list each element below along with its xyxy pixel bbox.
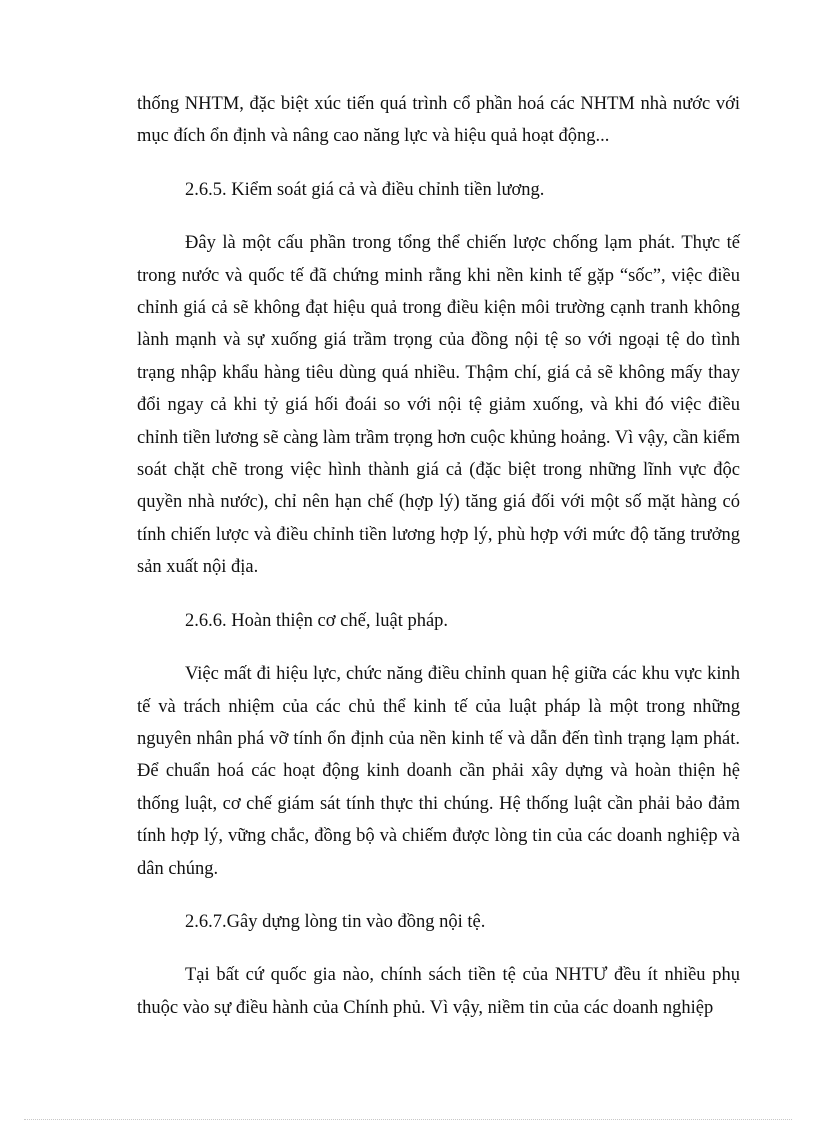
paragraph-currency-trust: Tại bất cứ quốc gia nào, chính sách tiền tệ của NHTƯ đều ít nhiều phụ thuộc vào sự điều hành của Chính phủ. Vì vậy, niềm tin của các doanh nghiệp — [137, 965, 740, 1018]
paragraph-continued: thống NHTM, đặc biệt xúc tiến quá trình cổ phần hoá các NHTM nhà nước với mục đích ổn định và nâng cao năng lực và hiệu quả hoạt động... — [137, 94, 740, 147]
section-heading-2-6-7: 2.6.7.Gây dựng lòng tin vào đồng nội tệ. — [185, 911, 486, 932]
section-heading-2-6-5: 2.6.5. Kiểm soát giá cả và điều chỉnh tiền lương. — [185, 179, 545, 200]
page-bottom-divider — [24, 1119, 792, 1120]
paragraph-price-control: Đây là một cấu phần trong tổng thể chiến lược chống lạm phát. Thực tế trong nước và quốc tế đã chứng minh rằng khi nền kinh tế gặp “sốc”, việc điều chỉnh giá cả sẽ không đạt hiệu quả trong điều kiện môi trường cạnh tranh không lành mạnh và sự xuống giá trầm trọng của đồng nội tệ so với ngoại tệ do tình trạng nhập khẩu hàng tiêu dùng quá nhiều. Thậm chí, giá cả sẽ không mấy thay đổi ngay cả khi tỷ giá hối đoái so với nội tệ giảm xuống, và khi đó việc điều chỉnh tiền lương sẽ càng làm trầm trọng hơn cuộc khủng hoảng. Vì vậy, cần kiểm soát chặt chẽ trong việc hình thành giá cả (đặc biệt trong những lĩnh vực độc quyền nhà nước), chỉ nên hạn chế (hợp lý) tăng giá đối với một số mặt hàng có tính chiến lược và điều chỉnh tiền lương hợp lý, phù hợp với mức độ tăng trưởng sản xuất nội địa. — [137, 233, 740, 578]
paragraph-legal-framework: Việc mất đi hiệu lực, chức năng điều chỉnh quan hệ giữa các khu vực kinh tế và trách nhiệm của các chủ thể kinh tế của luật pháp là một trong những nguyên nhân phá vỡ tính ổn định của nền kinh tế và dẫn đến tình trạng lạm phát. Để chuẩn hoá các hoạt động kinh doanh cần phải xây dựng và hoàn thiện hệ thống luật, cơ chế giám sát tính thực thi chúng. Hệ thống luật cần phải bảo đảm tính hợp lý, vững chắc, đồng bộ và chiếm được lòng tin của các doanh nghiệp và dân chúng. — [137, 664, 740, 879]
section-heading-2-6-6: 2.6.6. Hoàn thiện cơ chế, luật pháp. — [185, 610, 449, 631]
document-body — [137, 88, 740, 1045]
